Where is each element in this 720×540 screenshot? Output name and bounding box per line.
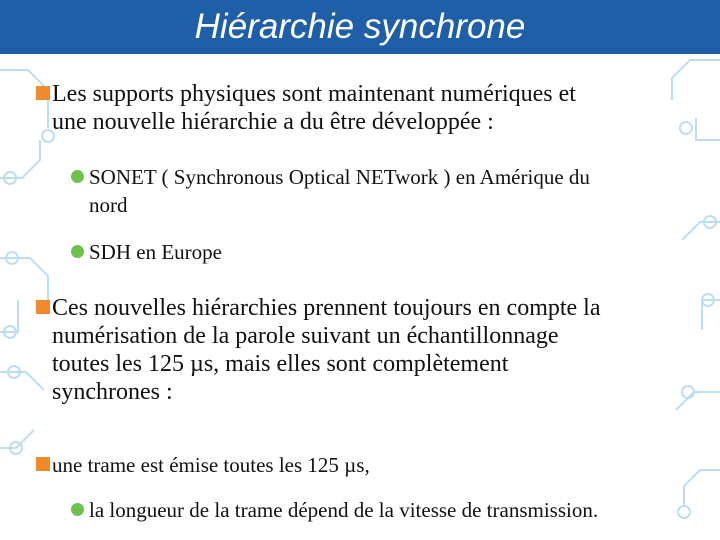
bullet-line: SDH en Europe <box>89 240 222 264</box>
orange-square-bullet-icon <box>36 300 50 314</box>
bullet-line: Les supports physiques sont maintenant numériques et <box>52 81 576 107</box>
bullet-line: SONET ( Synchronous Optical NETwork ) en Amérique du <box>89 165 590 189</box>
green-dot-bullet-icon <box>71 245 84 258</box>
bullet-line: une nouvelle hiérarchie a du être développée : <box>52 109 494 135</box>
bullet-line: nord <box>89 193 128 217</box>
green-dot-bullet-icon <box>71 503 84 516</box>
bullet-line: une trame est émise toutes les 125 µs, <box>52 453 370 477</box>
bullet-text <box>52 451 370 479</box>
bullet-line: synchrones : <box>52 379 173 405</box>
bullet-text <box>52 294 601 406</box>
orange-square-bullet-icon <box>36 457 50 471</box>
bullet-line: Ces nouvelles hiérarchies prennent toujours en compte la <box>52 295 601 321</box>
bullet-text <box>89 163 590 219</box>
bullet-text <box>89 496 598 524</box>
bullet-text <box>52 80 576 136</box>
green-dot-bullet-icon <box>71 170 84 183</box>
bullet-text <box>89 238 222 266</box>
bullet-line: la longueur de la trame dépend de la vitesse de transmission. <box>89 498 599 522</box>
bullet-line: numérisation de la parole suivant un échantillonnage <box>52 323 559 349</box>
orange-square-bullet-icon <box>36 86 50 100</box>
slide-title: Hiérarchie synchrone <box>194 7 526 46</box>
bullet-line: toutes les 125 µs, mais elles sont complètement <box>52 351 509 377</box>
